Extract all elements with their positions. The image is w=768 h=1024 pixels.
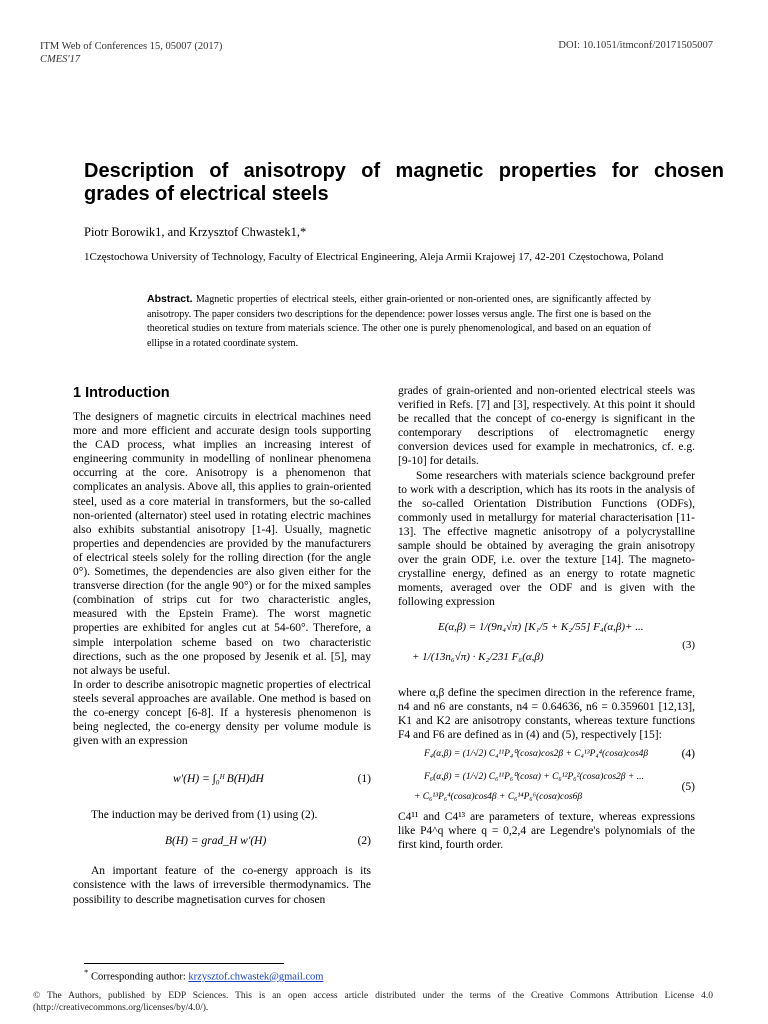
paragraph: where α,β define the specimen direction in the reference frame, n4 and n6 are constants, n4 = 0.64636, n6 = 0.359601 [12,13], K1 and K2 are anisotropy constants, whereas texture functions F4 and F6 are defined as in (4) and (5), respectively [15]: [398,686,695,741]
equation-number: (1) [357,773,371,786]
paragraph: grades of grain-oriented and non-oriented electrical steels was verified in Refs. [7] and [3], respectively. At this point it should be recalled that the concept of co-energy is significant in the contemporary descriptions of electromagnetic energy conversion devices used for example in mechatronics, cf. e.g. [9-10] for details. [398,385,695,468]
abstract-label: Abstract. [147,293,193,305]
affiliation: 1Częstochowa University of Technology, Faculty of Electrical Engineering, Aleja Armii Krajowej 17, 42-201 Częstochowa, Poland [84,251,664,263]
equation-4 [398,744,695,764]
equation-3 [398,616,695,678]
footnote: * Corresponding author: krzysztof.chwastek@gmail.com [84,967,324,983]
paper-title: Description of anisotropy of magnetic properties for chosen grades of electrical steels [84,160,724,205]
doi-label: DOI: 10.1051/itmconf/20171505007 [558,40,713,51]
equation-body: w′(H) = ∫₀ᴴ B(H)dH [173,773,264,786]
footnote-divider [84,963,284,964]
equation-body: E(α,β) = 1/(9n₄√π) [K₁/5 + K₂/55] F₄(α,β)+ ... [438,620,644,633]
journal-citation: ITM Web of Conferences 15, 05007 (2017) [40,41,223,52]
equation-5 [398,768,695,808]
paragraph: The induction may be derived from (1) using (2). [91,809,318,822]
equation-number: (4) [681,747,695,760]
equation-number: (5) [681,780,695,793]
author-list: Piotr Borowik1, and Krzysztof Chwastek1,* [84,225,307,239]
equation-body: + 1/(13n₆√π) · K₂/231 F₆(α,β) [412,650,544,663]
conference-name: CMES'17 [40,54,81,65]
equation-1 [73,758,371,802]
author-email-link[interactable]: krzysztof.chwastek@gmail.com [188,971,324,983]
equation-number: (3) [682,638,695,651]
paragraph: C4¹¹ and C4¹³ are parameters of texture, whereas expressions like P4^q where q = 0,2,4 are Legendre's polynomials of the first kind, fourth order. [398,810,695,852]
equation-2 [73,832,371,850]
right-column [398,384,695,852]
footnote-label: Corresponding author: [91,971,186,983]
equation-body: F₆(α,β) = (1/√2) C₆¹¹P₆⁰(cosα) + C₆¹²P₆²(cosα)cos2β + ... [424,771,644,782]
running-header-left [40,40,222,66]
equation-body: B(H) = grad_H w′(H) [165,835,267,848]
equation-body: F₄(α,β) = (1/√2) C₄¹¹P₄⁰(cosα)cos2β + C₄¹³P₄⁴(cosα)cos4β [424,748,649,759]
paragraph: An important feature of the co-energy approach is its consistence with the laws of irreversible thermodynamics. The possibility to describe magnetisation curves for chosen [73,865,371,906]
paragraph: In order to describe anisotropic magnetic properties of electrical steels several approaches are available. One method is based on the co-energy concept [6-8]. If a hysteresis phenomenon is being neglected, the co-energy density per volume module is given with an expression [73,678,371,748]
abstract-text: Magnetic properties of electrical steels, either grain-oriented or non-oriented ones, are significantly affected by anisotropy. The paper considers two descriptions for the dependence: power losses versus angle. The first one is based on the theoretical studies on texture from materials science. The other one is purely phenomenological, and based on an equation of ellipse in a rotated coordinate system. [147,294,651,349]
paragraph: Some researchers with materials science background prefer to work with a description, which has its roots in the analysis of the so-called Orientation Distribution Functions (ODFs), commonly used in metallurgy for material characterisation [11-13]. The effective magnetic anisotropy of a polycrystalline sample should be obtained by averaging the grain anisotropy over the grain ODF, i.e. over the texture [14]. The magneto-crystalline energy, defined as an energy to rotate magnetic moments, averaged over the ODF and is given with the following expression [398,469,695,609]
abstract [147,292,651,351]
equation-number: (2) [357,835,371,848]
left-column [73,410,371,907]
section-heading: 1 Introduction [73,385,170,401]
paragraph: The designers of magnetic circuits in electrical machines need more and more efficient and accurate design tools supporting the CAD process, what implies an increasing interest of engineering community in modelling of nonlinear phenomena occurring at the core. Anisotropy is a phenomenon that complicates an analysis. Above all, this applies to grain-oriented steel, used as a core material in transformers, but the so-called non-oriented (alternator) steel used in rotating electric machines also exhibits substantial anisotropy [1-4]. Usually, magnetic properties and dependencies are provided by the manufacturers of electrical steels solely for the rolling direction (for the angle 0°). Sometimes, the dependencies are also given either for the transverse direction (for the angle 90°) or for the mixed samples (combination of strips cut for two characteristic angles, measured with the Epstein Frame). The worst magnetic properties are exhibited for angles cut at 54-60°. Therefore, a simple interpolation scheme based on two characteristic directions, such as the one proposed by Jesenik et al. [5], may not always be useful. [73,411,371,677]
equation-body: + C₆¹³P₆⁴(cosα)cos4β + C₆¹⁴P₆⁶(cosα)cos6β [414,791,583,802]
license-footer: © The Authors, published by EDP Sciences. This is an open access article distributed under the terms of the Creative Commons Attribution License 4.0 (http://creativecommons.org/licenses/by/4.0/). [33,991,713,1013]
